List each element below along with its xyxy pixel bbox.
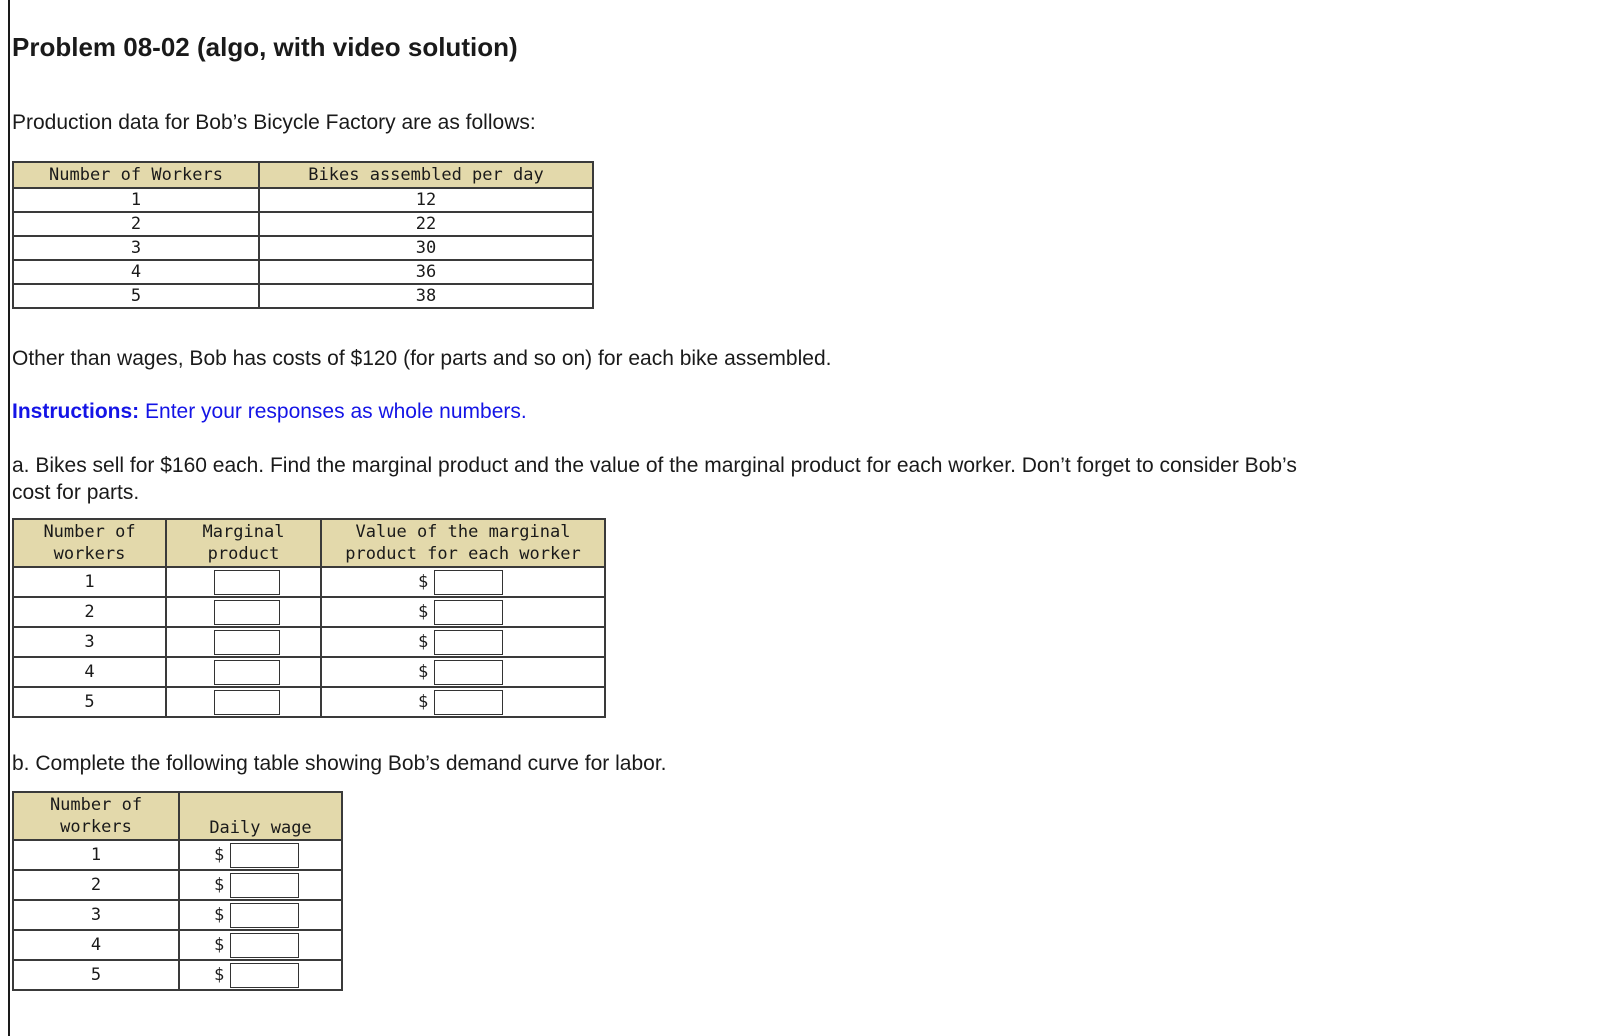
table-row (13, 567, 605, 597)
vmp-cell (321, 687, 605, 717)
workers-cell: 1 (13, 840, 179, 870)
marginal-product-input[interactable] (214, 690, 280, 715)
part-a-question: a. Bikes sell for $160 each. Find the marginal product and the value of the marginal product for each worker. Don’t forget to consider Bob’s cost for parts. (12, 454, 1297, 504)
mp-cell (166, 567, 321, 597)
table-row (13, 627, 605, 657)
header-line: Number of (49, 795, 143, 815)
dollar-sign: $ (214, 935, 225, 955)
vmp-cell (321, 567, 605, 597)
dollar-sign: $ (418, 602, 429, 622)
vmp-input[interactable] (434, 690, 503, 715)
wage-header-row (13, 792, 342, 840)
bikes-cell: 12 (259, 188, 593, 212)
vmp-cell (321, 597, 605, 627)
table-row (13, 260, 593, 284)
header-number-of-workers (13, 792, 179, 840)
daily-wage-input[interactable] (230, 903, 299, 928)
table-row (13, 930, 342, 960)
marginal-product-table (12, 518, 606, 718)
mp-cell (166, 687, 321, 717)
instructions-text (12, 398, 527, 425)
table-row (13, 212, 593, 236)
dollar-sign: $ (418, 632, 429, 652)
workers-cell: 3 (13, 627, 166, 657)
header-line: Number of (43, 522, 136, 542)
table-row (13, 284, 593, 308)
daily-wage-input[interactable] (230, 963, 299, 988)
mp-header-row (13, 519, 605, 567)
workers-cell: 1 (13, 567, 166, 597)
header-line: Value of the marginal (355, 522, 571, 542)
vmp-cell (321, 627, 605, 657)
header-line: Marginal (202, 522, 285, 542)
table-row (13, 236, 593, 260)
dollar-sign: $ (418, 662, 429, 682)
dollar-sign: $ (418, 572, 429, 592)
header-value-marginal-product (321, 519, 605, 567)
marginal-product-input[interactable] (214, 630, 280, 655)
production-data-table (12, 161, 594, 309)
dollar-sign: $ (418, 692, 429, 712)
header-line: workers (53, 544, 126, 564)
table-row (13, 687, 605, 717)
table-row (13, 960, 342, 990)
instructions-label: Instructions: (12, 400, 140, 423)
wage-cell (179, 900, 342, 930)
bikes-cell: 22 (259, 212, 593, 236)
table-row (13, 900, 342, 930)
bikes-cell: 38 (259, 284, 593, 308)
marginal-product-input[interactable] (214, 660, 280, 685)
part-b-question: b. Complete the following table showing Bob’s demand curve for labor. (12, 752, 667, 775)
workers-cell: 4 (13, 657, 166, 687)
problem-title: Problem 08-02 (algo, with video solution) (12, 32, 518, 62)
daily-wage-input[interactable] (230, 843, 299, 868)
workers-cell: 5 (13, 960, 179, 990)
header-daily-wage: Daily wage (179, 792, 342, 840)
table-row (13, 597, 605, 627)
labor-demand-table (12, 791, 343, 991)
workers-cell: 5 (13, 284, 259, 308)
workers-cell: 5 (13, 687, 166, 717)
daily-wage-input[interactable] (230, 873, 299, 898)
vmp-input[interactable] (434, 600, 503, 625)
table-row (13, 188, 593, 212)
mp-cell (166, 657, 321, 687)
wage-cell (179, 840, 342, 870)
table-row (13, 840, 342, 870)
marginal-product-input[interactable] (214, 600, 280, 625)
mp-cell (166, 597, 321, 627)
bikes-cell: 36 (259, 260, 593, 284)
dollar-sign: $ (214, 845, 225, 865)
header-number-of-workers: Number of Workers (13, 162, 259, 188)
vmp-input[interactable] (434, 660, 503, 685)
workers-cell: 2 (13, 870, 179, 900)
header-bikes-assembled: Bikes assembled per day (259, 162, 593, 188)
workers-cell: 4 (13, 260, 259, 284)
dollar-sign: $ (214, 905, 225, 925)
header-line: workers (60, 817, 132, 837)
wage-cell (179, 930, 342, 960)
header-number-of-workers (13, 519, 166, 567)
workers-cell: 4 (13, 930, 179, 960)
left-border-rule (8, 0, 10, 1036)
wage-cell (179, 960, 342, 990)
workers-cell: 3 (13, 236, 259, 260)
dollar-sign: $ (214, 965, 225, 985)
wage-cell (179, 870, 342, 900)
production-header-row (13, 162, 593, 188)
table-row (13, 870, 342, 900)
table-row (13, 657, 605, 687)
marginal-product-input[interactable] (214, 570, 280, 595)
header-marginal-product (166, 519, 321, 567)
mp-cell (166, 627, 321, 657)
dollar-sign: $ (214, 875, 225, 895)
instructions-body: Enter your responses as whole numbers. (139, 400, 527, 423)
workers-cell: 1 (13, 188, 259, 212)
intro-text: Production data for Bob’s Bicycle Factory are as follows: (12, 111, 536, 134)
vmp-cell (321, 657, 605, 687)
daily-wage-input[interactable] (230, 933, 299, 958)
vmp-input[interactable] (434, 630, 503, 655)
workers-cell: 2 (13, 212, 259, 236)
workers-cell: 3 (13, 900, 179, 930)
header-line: product for each worker (345, 544, 581, 564)
workers-cell: 2 (13, 597, 166, 627)
header-line: product (207, 544, 280, 564)
vmp-input[interactable] (434, 570, 503, 595)
costs-text: Other than wages, Bob has costs of $120 (for parts and so on) for each bike assembled. (12, 347, 832, 370)
bikes-cell: 30 (259, 236, 593, 260)
